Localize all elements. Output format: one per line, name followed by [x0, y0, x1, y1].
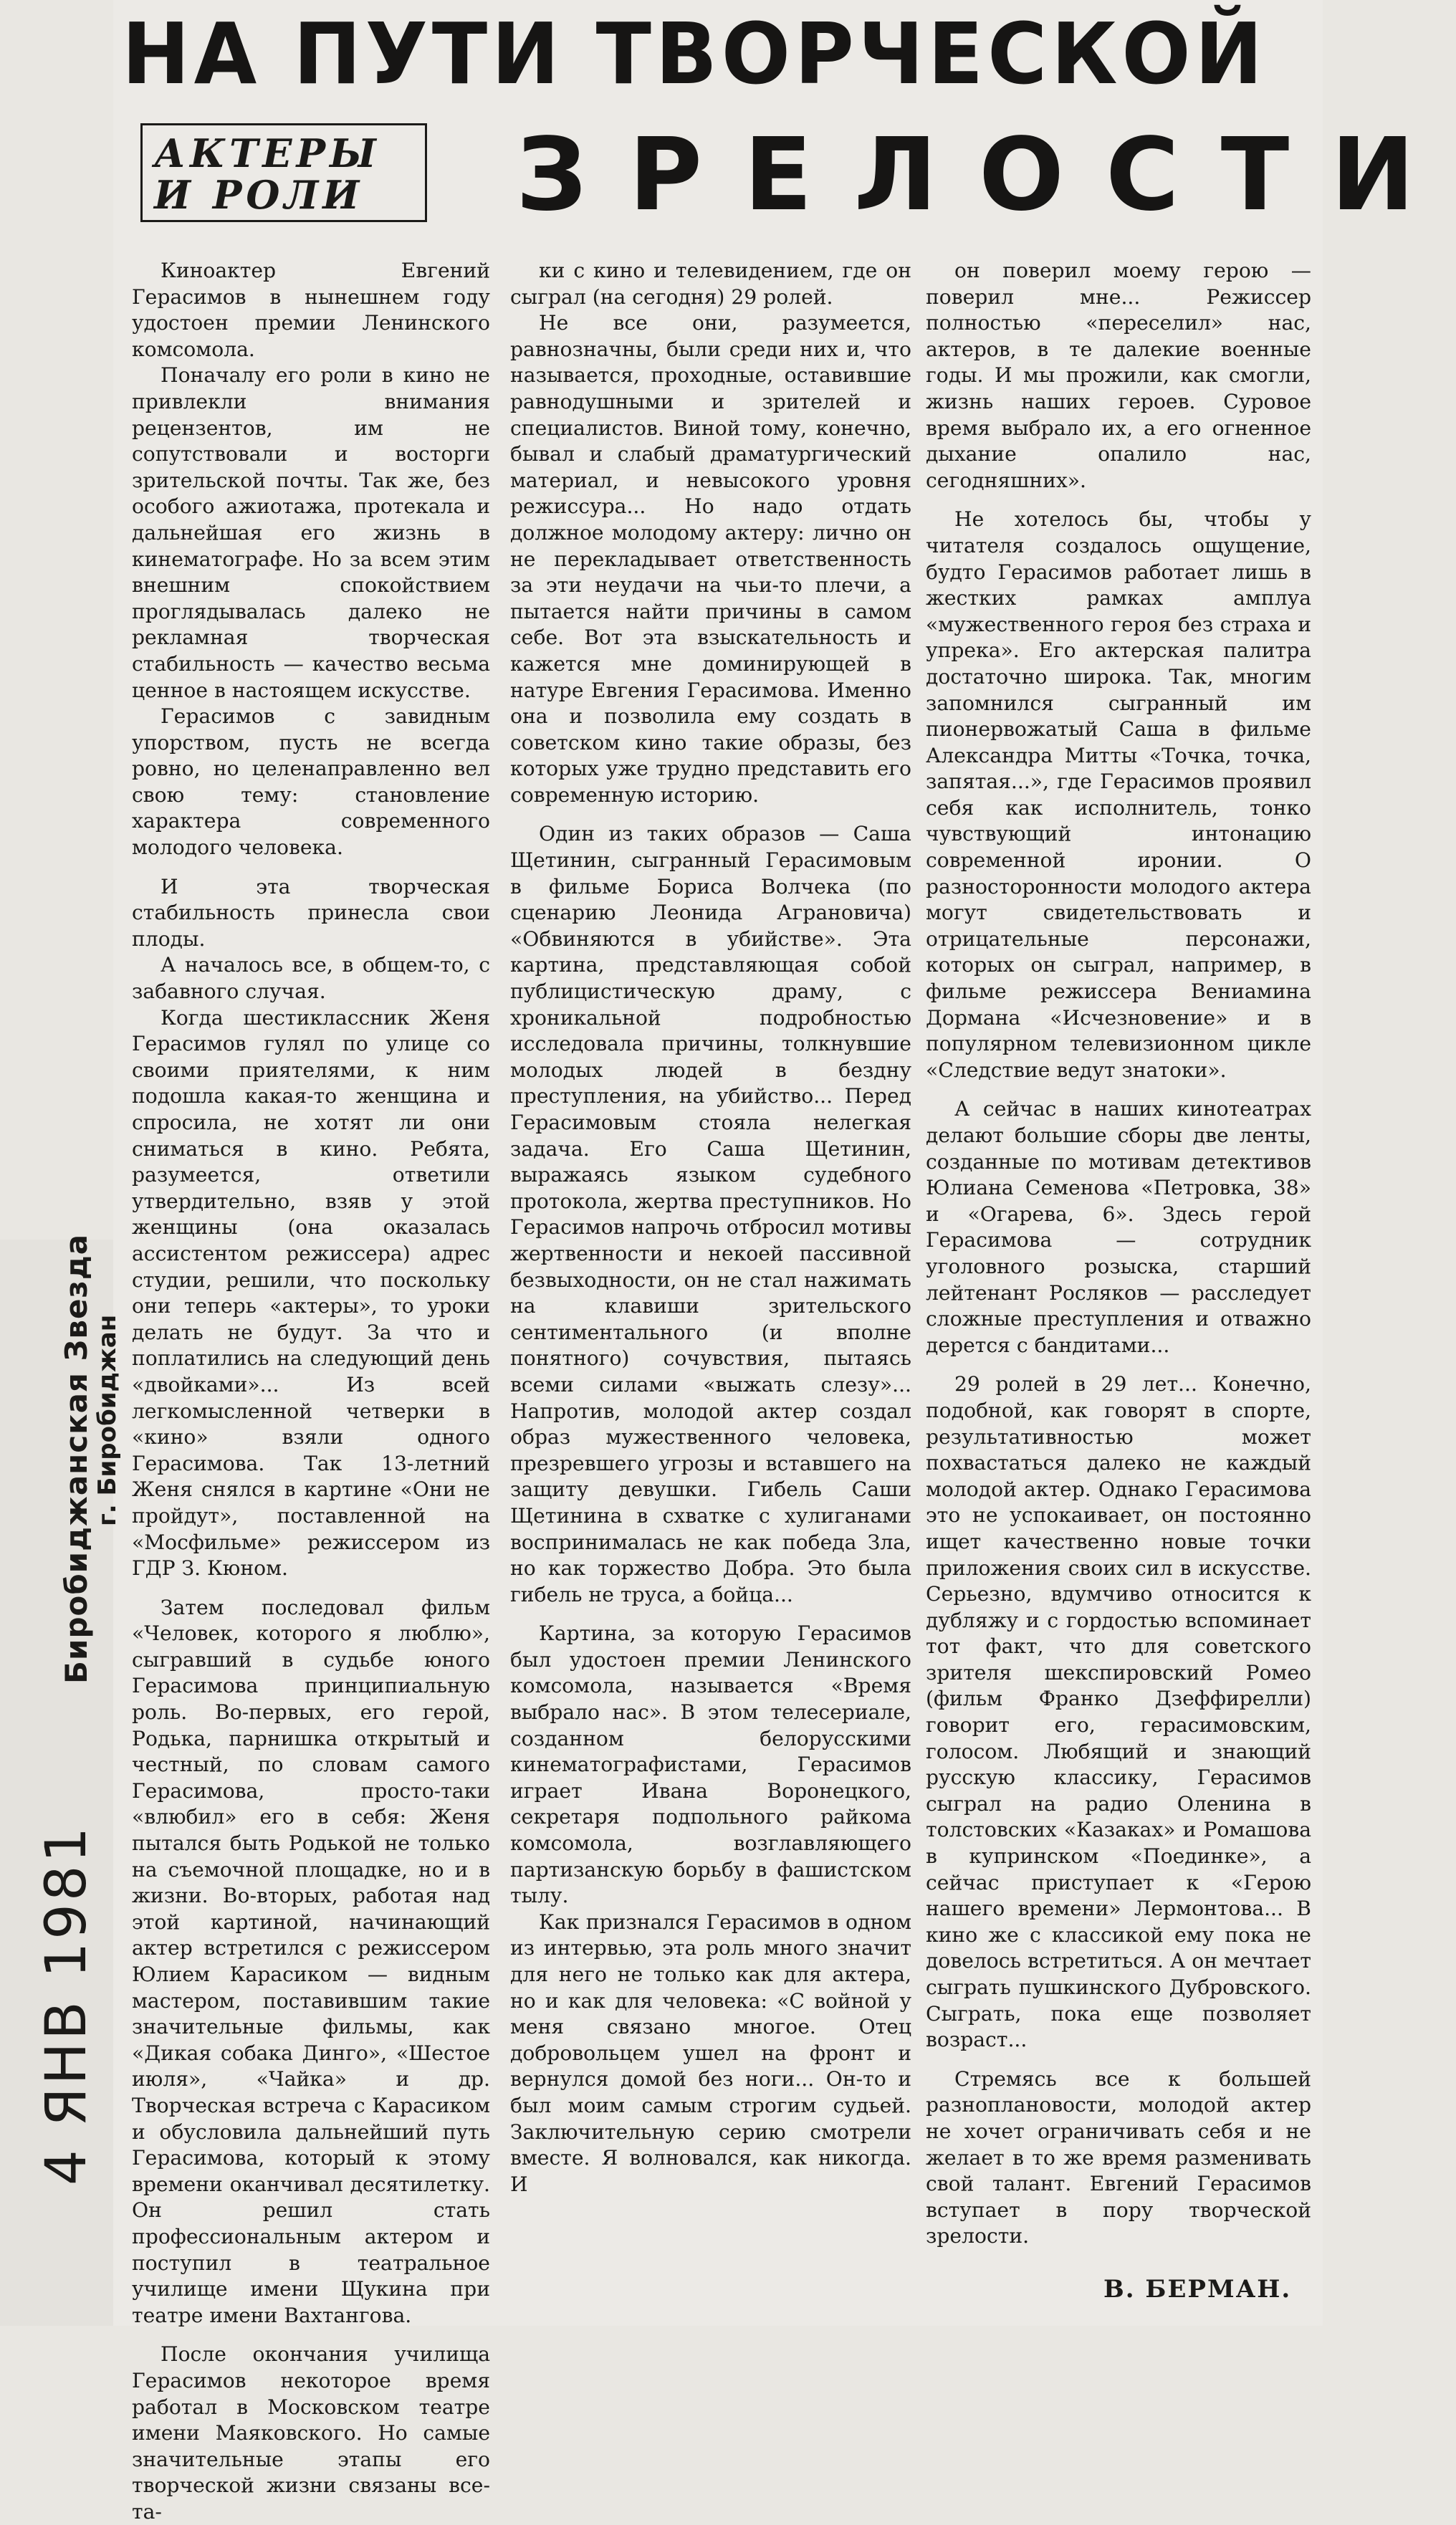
headline-line-1: НА ПУТИ ТВОРЧЕСКОЙ: [122, 4, 1267, 103]
article-column-2: [510, 258, 911, 2198]
paragraph: Как признался Герасимов в одном из интервью, эта роль много значит для него не только как для актера, но и как для человека: «С войной у меня связано многое. Отец добровольцем ушел на фронт и вернулся домой без ноги... Он-то и был моим самым строгим судьей. Заключительную серию смотрели вместе. Я волновался, как никогда. И: [510, 1910, 911, 2196]
paragraph: ки с кино и телевидением, где он сыграл (на сегодня) 29 ролей.: [510, 259, 911, 309]
paragraph: Не все они, разумеется, равнозначны, были среди них и, что называется, проходные, оставившие равнодушными и зрителей и специалистов. Виной тому, конечно, бывал и слабый драматургический материал, и невысокого уровня режиссура... Но надо отдать должное молодому актеру: лично он не перекладывает ответственность за эти неудачи на чьи-то плечи, а пытается найти причины в самом себе. Вот эта взыскательность и кажется мне доминирующей в натуре Евгения Герасимова. Именно она и позволила ему создать в советском кино такие образы, без которых уже трудно представить его современную историю.: [510, 311, 911, 807]
headline-line-2: ЗРЕЛОСТИ: [516, 117, 1456, 234]
paragraph: Герасимов с завидным упорством, пусть не всегда ровно, но целенаправленно вел свою тему: становление характера современного молодого человека.: [132, 704, 490, 860]
author-signature: В. БЕРМАН.: [1103, 2275, 1292, 2304]
paragraph: А началось все, в общем-то, с забавного случая.: [132, 953, 490, 1004]
paragraph: После окончания училища Герасимов некоторое время работал в Московском театре имени Маяковского. Но самые значительные этапы его творческой жизни связаны все-та-: [132, 2342, 490, 2524]
archive-stamp-masthead: Биробиджанская Звезда: [59, 1233, 94, 1684]
rubric-line-2: И РОЛИ: [154, 172, 364, 218]
paragraph: Когда шестиклассник Женя Герасимов гулял по улице со своими приятелями, к ним подошла какая-то женщина и спросила, не хотят ли они сниматься в кино. Ребята, разумеется, ответили утвердительно, взяв у этой женщины (она оказалась ассистентом режиссера) адрес студии, решили, что поскольку они теперь «актеры», то уроки делать не будут. За что и поплатились на следующий день «двойками»... Из всей легкомысленной четверки в «кино» взяли одного Герасимова. Так 13-летний Женя снялся в картине «Они не пройдут», поставленной на «Мосфильме» режиссером из ГДР З. Кюном.: [132, 1005, 490, 1581]
paragraph: Затем последовал фильм «Человек, которого я люблю», сыгравший в судьбе юного Герасимова принципиальную роль. Во-первых, его герой, Родька, парнишка открытый и честный, по словам самого Герасимова, просто-таки «влюбил» его в себя: Женя пытался быть Родькой не только на съемочной площадке, но и в жизни. Во-вторых, работая над этой картиной, начинающий актер встретился с режиссером Юлием Карасиком — видным мастером, поставившим такие значительные фильмы, как «Дикая собака Динго», «Шестое июля», «Чайка» и др. Творческая встреча с Карасиком и обусловила дальнейший путь Герасимова, который к этому времени оканчивал десятилетку. Он решил стать профессиональным актером и поступил в театральное училище имени Щукина при театре имени Вахтангова.: [132, 1595, 490, 2327]
article-column-3: [926, 258, 1311, 2250]
paragraph: он поверил моему герою — поверил мне... Режиссер полностью «переселил» нас, актеров, в те далекие военные годы. И мы прожили, как смогли, жизнь наших героев. Суровое время выбрало их, а его огненное дыхание опалило нас, сегодняшних».: [926, 259, 1311, 492]
paragraph: А сейчас в наших кинотеатрах делают большие сборы две ленты, созданные по мотивам детективов Юлиана Семенова «Петровка, 38» и «Огарева, 6». Здесь герой Герасимова — сотрудник уголовного розыска, старший лейтенант Росляков — расследует сложные преступления и отважно дерется с бандитами...: [926, 1097, 1311, 1357]
rubric-line-1: АКТЕРЫ: [154, 130, 380, 176]
paragraph: Картина, за которую Герасимов был удостоен премии Ленинского комсомола, называется «Время выбрало нас». В этом телесериале, созданном белорусскими кинематографистами, Герасимов играет Ивана Воронецкого, секретаря подпольного райкома комсомола, возглавляющего партизанскую борьбу в фашистском тылу.: [510, 1621, 911, 1908]
article-column-1: [132, 258, 490, 2525]
paragraph: И эта творческая стабильность принесла свои плоды.: [132, 874, 490, 951]
archive-stamp-city: г. Биробиджан: [93, 1314, 122, 1526]
paragraph: Стремясь все к большей разноплановости, молодой актер не хочет ограничивать себя и не желает в то же время разменивать свой талант. Евгений Герасимов вступает в пору творческой зрелости.: [926, 2066, 1311, 2248]
rubric-box: [140, 123, 427, 222]
paragraph: Не хотелось бы, чтобы у читателя создалось ощущение, будто Герасимов работает лишь в жестких рамках амплуа «мужественного героя без страха и упрека». Его актерская палитра достаточно широка. Так, многим запомнился сыгранный им пионервожатый Саша в фильме Александра Митты «Точка, точка, запятая...», где Герасимов проявил себя как исполнитель, тонко чувствующий интонацию современной иронии. О разносторонности молодого актера могут свидетельствовать и отрицательные персонажи, которых он сыграл, например, в фильме режиссера Вениамина Дормана «Исчезновение» и в популярном телевизионном цикле «Следствие ведут знатоки».: [926, 507, 1311, 1082]
paragraph: 29 ролей в 29 лет... Конечно, подобной, как говорят в спорте, результативностью может похвастаться далеко не каждый молодой актер. Однако Герасимова это не успокаивает, он постоянно ищет качественно новые точки приложения своих сил в искусстве. Серьезно, вдумчиво относится к дубляжу и с гордостью вспоминает тот факт, что для советского зрителя шекспировский Ромео (фильм Франко Дзеффирелли) говорит его, герасимовским, голосом. Любящий и знающий русскую классику, Герасимов сыграл на радио Оленина в толстовских «Казаках» и Ромашова в купринском «Поединке», а сейчас приступает к «Герою нашего времени» Лермонтова... В кино же с классикой ему пока не довелось встретиться. А он мечтает сыграть пушкинского Дубровского. Сыграть, пока еще позволяет возраст...: [926, 1372, 1311, 2052]
archive-stamp-date: 4 ЯНВ 1981: [34, 1824, 99, 2185]
paragraph: Киноактер Евгений Герасимов в нынешнем году удостоен премии Ленинского комсомола.: [132, 259, 490, 361]
paragraph: Поначалу его роли в кино не привлекли внимания рецензентов, им не сопутствовали и восторги зрительской почты. Так же, без особого ажиотажа, протекала и дальнейшая его жизнь в кинематографе. Но за всем этим внешним спокойствием проглядывалась далеко не рекламная творческая стабильность — качество весьма ценное в настоящем искусстве.: [132, 363, 490, 702]
paragraph: Один из таких образов — Саша Щетинин, сыгранный Герасимовым в фильме Бориса Волчека (по сценарию Леонида Аграновича) «Обвиняются в убийстве». Эта картина, представляющая собой публицистическую драму, с хроникальной подробностью исследовала причины, толкнувшие молодых людей в бездну преступления, на убийство... Перед Герасимовым стояла нелегкая задача. Его Саша Щетинин, выражаясь языком судебного протокола, жертва преступников. Но Герасимов напрочь отбросил мотивы жертвенности и некоей пассивной безвыходности, он не стал нажимать на клавиши зрительского сентиментального (и вполне понятного) сочувствия, пытаясь всеми силами «выжать слезу»... Напротив, молодой актер создал образ мужественного человека, презревшего угрозы и вставшего на защиту девушки. Гибель Саши Щетинина в схватке с хулиганами воспринималась не как победа Зла, но как торжество Добра. Это была гибель не труса, а бойца...: [510, 822, 911, 1606]
